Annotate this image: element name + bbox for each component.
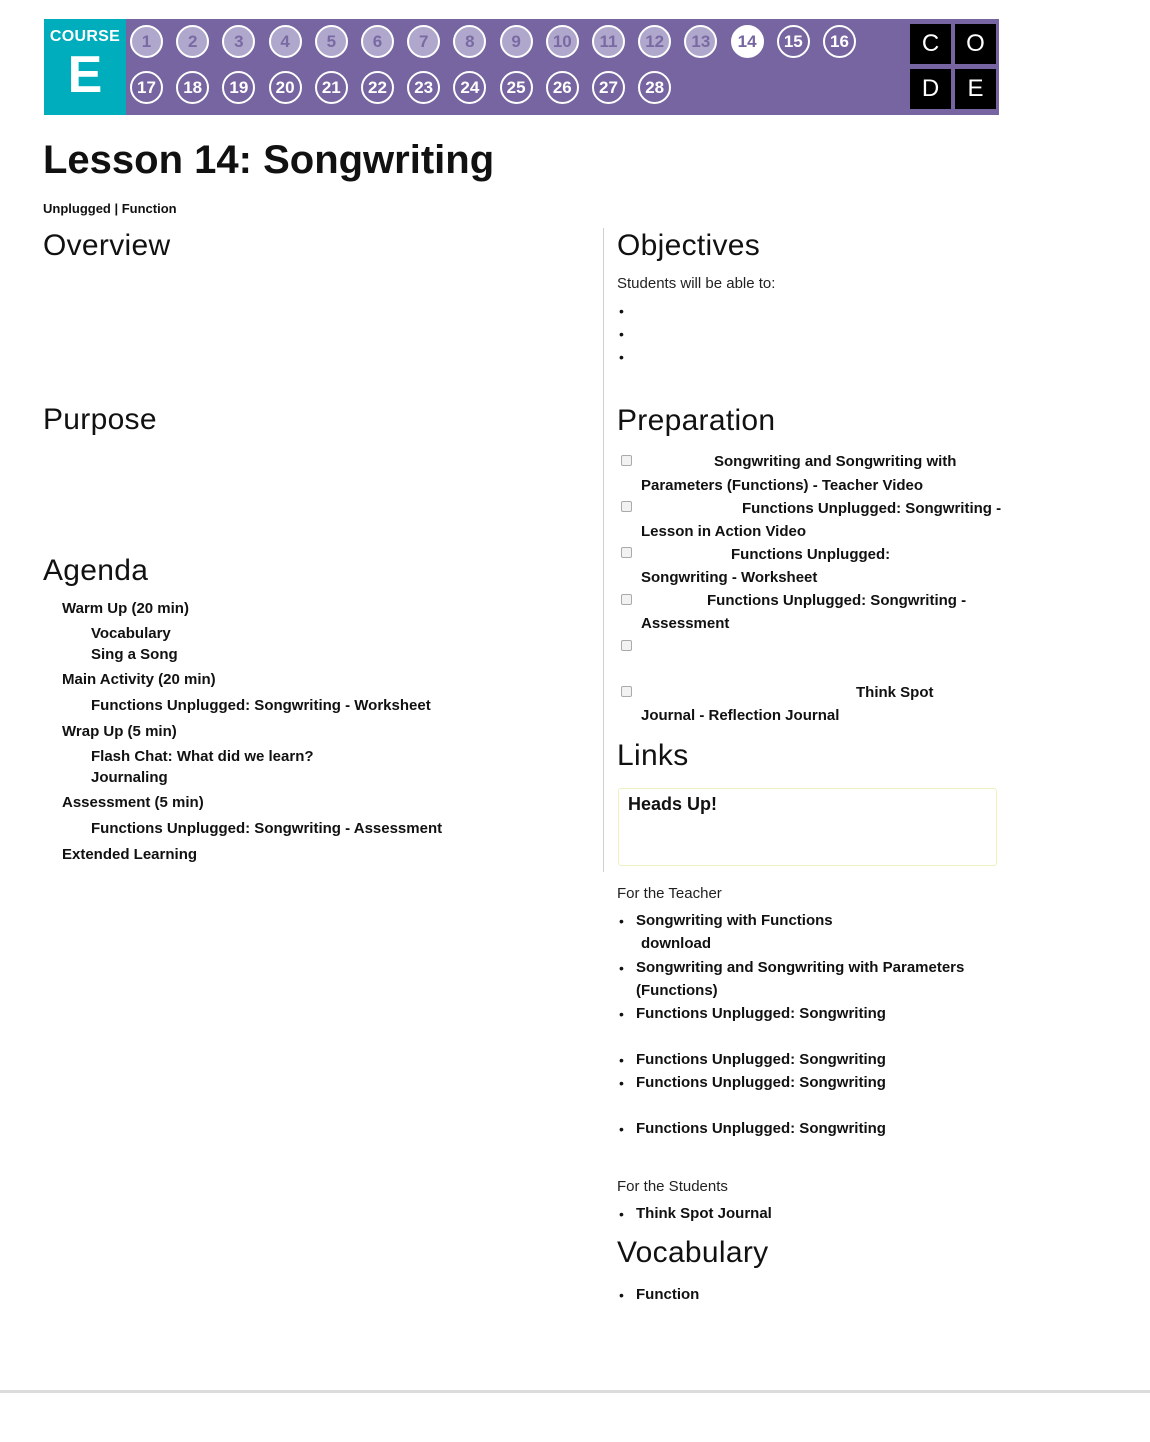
teacher-link[interactable]: Functions Unplugged: Songwriting: [636, 1005, 886, 1022]
lesson-21-button[interactable]: 21: [315, 71, 348, 104]
links-heading: Links: [617, 739, 689, 772]
objectives-heading: Objectives: [617, 229, 761, 262]
lesson-3-button[interactable]: 3: [222, 25, 255, 58]
teacher-link[interactable]: Functions Unplugged: Songwriting: [636, 1120, 886, 1137]
logo-letter: E: [955, 69, 996, 109]
lesson-16-button[interactable]: 16: [823, 25, 856, 58]
overview-heading: Overview: [43, 229, 171, 262]
lesson-15-button[interactable]: 15: [777, 25, 810, 58]
link-bullet: •: [619, 1121, 624, 1137]
lesson-22-button[interactable]: 22: [361, 71, 394, 104]
lesson-8-button[interactable]: 8: [453, 25, 486, 58]
prep-item-text: Parameters (Functions) - Teacher Video: [641, 477, 924, 494]
lesson-11-button[interactable]: 11: [592, 25, 625, 58]
agenda-section-link[interactable]: Warm Up (20 min): [62, 600, 189, 617]
lesson-24-button[interactable]: 24: [453, 71, 486, 104]
objectives-intro: Students will be able to:: [617, 275, 776, 292]
heads-up-box: [618, 788, 997, 866]
lesson-23-button[interactable]: 23: [407, 71, 440, 104]
prep-checkbox[interactable]: [621, 686, 632, 697]
page-title: Lesson 14: Songwriting: [43, 138, 495, 182]
objective-bullet: •: [619, 349, 624, 365]
link-bullet: •: [619, 960, 624, 976]
lesson-27-button[interactable]: 27: [592, 71, 625, 104]
link-bullet: •: [619, 1006, 624, 1022]
course-label: COURSE: [49, 28, 121, 45]
logo-letter: C: [910, 24, 951, 64]
lesson-4-button[interactable]: 4: [269, 25, 302, 58]
course-badge[interactable]: [44, 19, 126, 115]
agenda-subitem-link[interactable]: Functions Unplugged: Songwriting - Assessment: [91, 820, 443, 837]
lesson-12-button[interactable]: 12: [638, 25, 671, 58]
prep-item-text: Lesson in Action Video: [641, 523, 807, 540]
prep-item-text: Songwriting - Worksheet: [641, 569, 818, 586]
lesson-9-button[interactable]: 9: [500, 25, 533, 58]
link-bullet: •: [619, 913, 624, 929]
prep-item-text: Functions Unplugged: Songwriting -: [707, 592, 967, 609]
vocab-bullet: •: [619, 1287, 624, 1303]
lesson-20-button[interactable]: 20: [269, 71, 302, 104]
agenda-subitem-link[interactable]: Vocabulary: [91, 625, 171, 642]
lesson-10-button[interactable]: 10: [546, 25, 579, 58]
lesson-19-button[interactable]: 19: [222, 71, 255, 104]
prep-checkbox[interactable]: [621, 547, 632, 558]
teacher-links-label: For the Teacher: [617, 885, 722, 902]
footer-divider: [0, 1390, 1150, 1393]
course-banner: [44, 19, 999, 115]
agenda-subitem-link[interactable]: Sing a Song: [91, 646, 178, 663]
code-logo[interactable]: [910, 24, 996, 108]
agenda-section-link[interactable]: Wrap Up (5 min): [62, 723, 177, 740]
course-letter: E: [67, 46, 103, 104]
logo-letter: O: [955, 24, 996, 64]
link-bullet: •: [619, 1075, 624, 1091]
lesson-6-button[interactable]: 6: [361, 25, 394, 58]
vocab-item[interactable]: Function: [636, 1286, 700, 1303]
teacher-link[interactable]: Songwriting with Functions: [636, 912, 833, 929]
agenda-section-link[interactable]: Main Activity (20 min): [62, 671, 216, 688]
prep-checkbox[interactable]: [621, 640, 632, 651]
agenda-section-link[interactable]: Extended Learning: [62, 846, 198, 863]
agenda-subitem-link[interactable]: Functions Unplugged: Songwriting - Worksheet: [91, 697, 431, 714]
vocabulary-heading: Vocabulary: [617, 1236, 769, 1269]
lesson-1-button[interactable]: 1: [130, 25, 163, 58]
link-bullet: •: [619, 1052, 624, 1068]
prep-item-text: Journal - Reflection Journal: [641, 707, 840, 724]
agenda-heading: Agenda: [43, 554, 149, 587]
lesson-25-button[interactable]: 25: [500, 71, 533, 104]
teacher-link[interactable]: Functions Unplugged: Songwriting: [636, 1074, 886, 1091]
teacher-link[interactable]: Functions Unplugged: Songwriting: [636, 1051, 886, 1068]
lesson-28-button[interactable]: 28: [638, 71, 671, 104]
prep-item-text: Assessment: [641, 615, 730, 632]
agenda-subitem-link[interactable]: Flash Chat: What did we learn?: [91, 748, 314, 765]
lesson-tags: Unplugged | Function: [43, 201, 177, 216]
lesson-7-button[interactable]: 7: [407, 25, 440, 58]
teacher-link[interactable]: Songwriting and Songwriting with Parameters: [636, 959, 965, 976]
prep-item-text: Songwriting and Songwriting with: [714, 453, 957, 470]
prep-item-text: Think Spot: [856, 684, 934, 701]
teacher-link[interactable]: (Functions): [636, 982, 718, 999]
lesson-2-button[interactable]: 2: [176, 25, 209, 58]
lesson-5-button[interactable]: 5: [315, 25, 348, 58]
prep-item-text: Functions Unplugged:: [731, 546, 891, 563]
prep-checkbox[interactable]: [621, 501, 632, 512]
objective-bullet: •: [619, 303, 624, 319]
logo-letter: D: [910, 69, 951, 109]
purpose-heading: Purpose: [43, 403, 157, 436]
prep-checkbox[interactable]: [621, 455, 632, 466]
preparation-heading: Preparation: [617, 404, 776, 437]
heads-up-title: Heads Up!: [628, 794, 718, 814]
lesson-13-button[interactable]: 13: [684, 25, 717, 58]
agenda-section-link[interactable]: Assessment (5 min): [62, 794, 204, 811]
objective-bullet: •: [619, 326, 624, 342]
agenda-subitem-link[interactable]: Journaling: [91, 769, 168, 786]
column-divider: [603, 228, 604, 872]
link-bullet: •: [619, 1206, 624, 1222]
student-links-label: For the Students: [617, 1178, 728, 1195]
prep-item-text: Functions Unplugged: Songwriting -: [742, 500, 1002, 517]
lesson-18-button[interactable]: 18: [176, 71, 209, 104]
prep-checkbox[interactable]: [621, 594, 632, 605]
lesson-14-button[interactable]: 14: [731, 25, 764, 58]
teacher-link-download[interactable]: download: [641, 935, 711, 952]
student-link[interactable]: Think Spot Journal: [636, 1205, 772, 1222]
lesson-26-button[interactable]: 26: [546, 71, 579, 104]
lesson-17-button[interactable]: 17: [130, 71, 163, 104]
